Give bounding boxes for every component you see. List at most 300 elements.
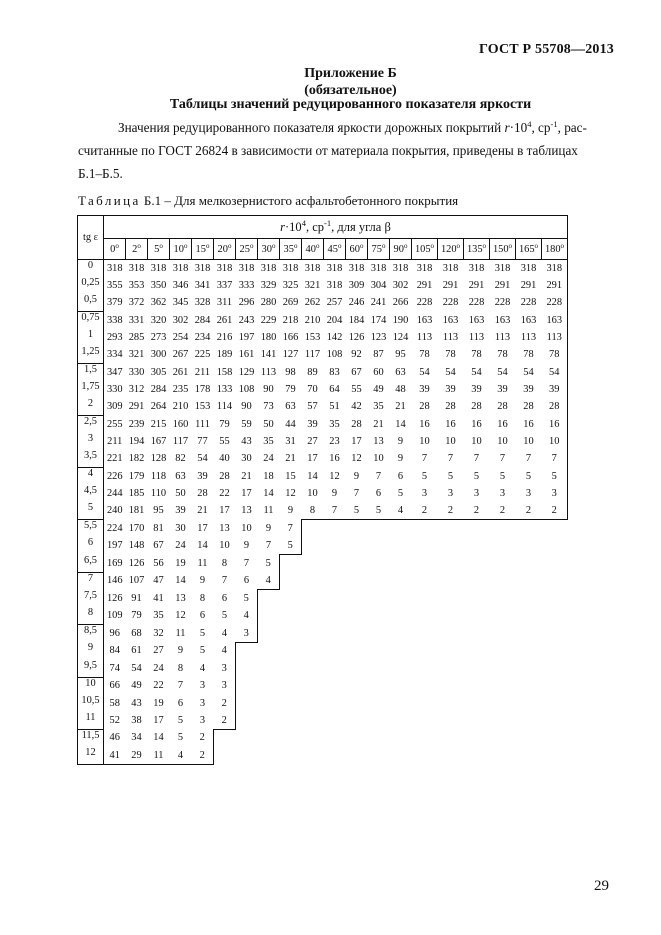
cell-value: 10: [471, 436, 482, 447]
empty-cell: [346, 607, 368, 625]
table-row: [78, 660, 568, 678]
cell-value: 184: [348, 314, 365, 326]
cell-value: 4: [221, 627, 228, 639]
cell-value: 24: [153, 662, 164, 674]
empty-cell: [464, 555, 490, 573]
cell-value: 318: [172, 263, 189, 274]
empty-cell: [368, 625, 390, 643]
empty-cell: [542, 712, 568, 730]
empty-cell: [438, 747, 464, 765]
table-row: [78, 572, 568, 590]
cell-value: 48: [395, 384, 406, 395]
cell-value: 63: [285, 401, 296, 413]
empty-cell: [412, 695, 438, 712]
empty-cell: [258, 747, 280, 765]
cell-value: 189: [216, 349, 233, 361]
cell-value: 79: [219, 418, 230, 430]
cell-value: 2: [516, 502, 542, 520]
empty-cell: [390, 712, 412, 730]
empty-cell: [346, 537, 368, 555]
empty-cell: [346, 590, 368, 608]
cell-value: 46: [109, 732, 120, 744]
empty-cell: [324, 555, 346, 573]
empty-cell: [490, 677, 516, 695]
cell-value: 234: [194, 332, 211, 343]
cell-value: 107: [128, 575, 145, 587]
cell-value: 39: [419, 384, 430, 395]
empty-cell: [236, 712, 258, 730]
cell-value: 216: [216, 332, 233, 343]
empty-cell: [542, 520, 568, 538]
cell-value: 78: [471, 349, 482, 361]
tg-value: 1,25: [78, 346, 104, 364]
cell-value: 59: [241, 418, 252, 430]
cell-value: 114: [216, 401, 233, 413]
cell-value: 129: [238, 366, 255, 378]
cell-value: 5: [368, 502, 390, 520]
cell-value: 347: [106, 366, 123, 378]
cell-value: 38: [131, 714, 142, 726]
cell-value: 7: [499, 453, 506, 465]
cell-value: 18: [263, 470, 274, 482]
empty-cell: [464, 712, 490, 730]
table-row: [78, 625, 568, 643]
cell-value: 180: [260, 332, 277, 343]
empty-cell: [346, 695, 368, 712]
cell-value: 54: [471, 366, 482, 378]
empty-cell: [302, 555, 324, 573]
cell-value: 7: [353, 488, 360, 499]
cell-value: 78: [497, 349, 508, 361]
cell-value: 229: [260, 314, 277, 326]
cell-value: 28: [419, 401, 430, 413]
cell-value: 17: [241, 488, 252, 499]
cell-value: 4: [390, 502, 412, 520]
cell-value: 113: [542, 329, 568, 346]
table-row: [78, 364, 568, 382]
empty-cell: [368, 712, 390, 730]
empty-cell: [542, 607, 568, 625]
empty-cell: [346, 729, 368, 747]
empty-cell: [390, 695, 412, 712]
empty-cell: [490, 660, 516, 678]
cell-value: 87: [373, 349, 384, 361]
cell-value: 41: [153, 592, 164, 604]
empty-cell: [280, 555, 302, 573]
empty-cell: [324, 607, 346, 625]
cell-value: 2: [464, 502, 490, 520]
empty-cell: [368, 642, 390, 660]
empty-cell: [280, 712, 302, 730]
empty-cell: [542, 747, 568, 765]
table-row: [78, 468, 568, 486]
cell-value: 255: [106, 418, 123, 430]
empty-cell: [542, 729, 568, 747]
cell-value: 14: [307, 470, 318, 482]
empty-cell: [438, 520, 464, 538]
empty-cell: [346, 555, 368, 573]
cell-value: 17: [219, 505, 230, 517]
empty-cell: [258, 712, 280, 730]
empty-cell: [490, 747, 516, 765]
cell-value: 5: [236, 590, 258, 608]
cell-value: 296: [238, 297, 255, 309]
cell-value: 84: [109, 645, 120, 657]
cell-value: 108: [238, 384, 255, 395]
cell-value: 56: [153, 557, 164, 569]
cell-value: 148: [128, 540, 145, 552]
cell-value: 264: [150, 401, 167, 413]
cell-value: 355: [106, 280, 123, 291]
empty-cell: [324, 590, 346, 608]
cell-value: 64: [329, 384, 340, 395]
cell-value: 318: [304, 263, 321, 274]
empty-cell: [302, 712, 324, 730]
cell-value: 5: [421, 470, 428, 482]
empty-cell: [214, 729, 236, 747]
appendix-subtitle: Таблицы значений редуцированного показателя яркости: [169, 97, 532, 112]
empty-cell: [516, 625, 542, 643]
cell-value: 63: [395, 366, 406, 378]
cell-value: 16: [497, 418, 508, 430]
empty-cell: [412, 572, 438, 590]
cell-value: 49: [373, 384, 384, 395]
empty-cell: [280, 607, 302, 625]
cell-value: 228: [542, 294, 568, 312]
cell-value: 54: [523, 366, 534, 378]
tg-value: 0: [78, 260, 104, 278]
cell-value: 321: [304, 280, 321, 291]
cell-value: 54: [419, 366, 430, 378]
empty-cell: [324, 729, 346, 747]
empty-cell: [516, 729, 542, 747]
table-row: [78, 346, 568, 364]
empty-cell: [258, 729, 280, 747]
angle-header: 30$^o$: [258, 239, 280, 260]
cell-value: 24: [263, 453, 274, 465]
tg-value: 11,5: [78, 729, 104, 747]
cell-value: 117: [172, 436, 189, 447]
tg-value: 1,5: [78, 364, 104, 382]
empty-cell: [516, 747, 542, 765]
cell-value: 350: [150, 280, 167, 291]
cell-value: 2: [214, 695, 236, 712]
empty-cell: [516, 572, 542, 590]
cell-value: 3: [199, 680, 206, 692]
empty-cell: [258, 695, 280, 712]
cell-value: 146: [106, 575, 123, 587]
empty-cell: [516, 712, 542, 730]
empty-cell: [390, 590, 412, 608]
cell-value: 161: [238, 349, 255, 361]
tg-value: 5: [78, 502, 104, 520]
tg-value: 8,5: [78, 625, 104, 643]
cell-value: 10: [445, 436, 456, 447]
cell-value: 113: [260, 366, 277, 378]
angle-header: 0$^o$: [104, 239, 126, 260]
table-row: [78, 555, 568, 573]
cell-value: 318: [150, 263, 167, 274]
empty-cell: [490, 537, 516, 555]
empty-cell: [368, 607, 390, 625]
angle-header: 120$^o$: [438, 239, 464, 260]
empty-cell: [438, 590, 464, 608]
cell-value: 318: [442, 263, 459, 274]
empty-cell: [346, 712, 368, 730]
cell-value: 109: [106, 610, 123, 622]
cell-value: 174: [370, 314, 387, 326]
cell-value: 218: [282, 314, 299, 326]
cell-value: 9: [199, 575, 206, 587]
cell-value: 8: [302, 502, 324, 520]
cell-value: 90: [263, 384, 274, 395]
empty-cell: [412, 642, 438, 660]
cell-value: 31: [285, 436, 296, 447]
empty-cell: [236, 677, 258, 695]
cell-value: 211: [194, 366, 211, 378]
empty-cell: [412, 747, 438, 765]
cell-value: 83: [329, 366, 340, 378]
cell-value: 90: [241, 401, 252, 413]
cell-value: 58: [109, 697, 120, 709]
cell-value: 14: [197, 540, 208, 552]
empty-cell: [280, 642, 302, 660]
cell-value: 55: [219, 436, 230, 447]
tg-value: 4,5: [78, 485, 104, 502]
empty-cell: [412, 590, 438, 608]
cell-value: 178: [194, 384, 211, 395]
cell-value: 95: [395, 349, 406, 361]
empty-cell: [324, 747, 346, 765]
cell-value: 3: [525, 488, 532, 499]
cell-value: 54: [497, 366, 508, 378]
cell-value: 30: [175, 522, 186, 534]
cell-value: 211: [107, 436, 123, 447]
tg-value: 0,25: [78, 277, 104, 294]
empty-cell: [280, 572, 302, 590]
cell-value: 13: [219, 522, 230, 534]
empty-cell: [438, 642, 464, 660]
appendix-title: Приложение Б: [304, 66, 397, 81]
cell-value: 257: [326, 297, 343, 309]
empty-cell: [324, 625, 346, 643]
cell-value: 14: [395, 418, 406, 430]
cell-value: 182: [128, 453, 145, 465]
cell-value: 244: [106, 488, 123, 499]
cell-value: 7: [221, 575, 228, 587]
cell-value: 3: [542, 485, 568, 502]
cell-value: 5: [473, 470, 480, 482]
empty-cell: [490, 695, 516, 712]
cell-value: 291: [494, 280, 511, 291]
cell-value: 78: [445, 349, 456, 361]
cell-value: 329: [260, 280, 277, 291]
empty-cell: [464, 695, 490, 712]
table-row: [78, 590, 568, 608]
angle-header: 135$^o$: [464, 239, 490, 260]
cell-value: 47: [153, 575, 164, 587]
cell-value: 73: [263, 401, 274, 413]
cell-value: 235: [172, 384, 189, 395]
tg-value: 4: [78, 468, 104, 486]
cell-value: 5: [177, 732, 184, 744]
cell-value: 228: [416, 297, 433, 309]
standard-code: ГОСТ Р 55708—2013: [478, 42, 614, 57]
cell-value: 262: [304, 297, 321, 309]
cell-value: 11: [148, 747, 170, 765]
empty-cell: [542, 677, 568, 695]
angle-header: 165$^o$: [516, 239, 542, 260]
empty-cell: [438, 607, 464, 625]
angle-header: 25$^o$: [236, 239, 258, 260]
cell-value: 78: [542, 346, 568, 364]
cell-value: 160: [172, 418, 189, 430]
cell-value: 108: [326, 349, 343, 361]
cell-value: 57: [307, 401, 318, 413]
cell-value: 246: [348, 297, 365, 309]
cell-value: 7: [421, 453, 428, 465]
empty-cell: [346, 660, 368, 678]
table-row: [78, 607, 568, 625]
cell-value: 293: [106, 332, 123, 343]
cell-value: 228: [442, 297, 459, 309]
empty-cell: [490, 642, 516, 660]
table-row: [78, 677, 568, 695]
cell-value: 318: [392, 263, 409, 274]
empty-cell: [324, 537, 346, 555]
intro-paragraph: [78, 116, 608, 185]
cell-value: 302: [172, 314, 189, 326]
empty-cell: [490, 572, 516, 590]
cell-value: 28: [471, 401, 482, 413]
table-row: [78, 747, 568, 765]
cell-value: 291: [542, 277, 568, 294]
cell-value: 16: [523, 418, 534, 430]
cell-value: 7: [243, 557, 250, 569]
cell-value: 39: [307, 418, 318, 430]
empty-cell: [390, 660, 412, 678]
empty-cell: [302, 537, 324, 555]
empty-cell: [258, 660, 280, 678]
cell-value: 318: [416, 263, 433, 274]
cell-value: 318: [520, 263, 537, 274]
tg-value: 0,5: [78, 294, 104, 312]
cell-value: 91: [131, 592, 142, 604]
cell-value: 12: [351, 453, 362, 465]
cell-value: 2: [192, 747, 214, 765]
empty-cell: [438, 625, 464, 643]
cell-value: 7: [375, 470, 382, 482]
empty-cell: [490, 607, 516, 625]
cell-value: 7: [280, 520, 302, 538]
cell-value: 224: [106, 522, 123, 534]
cell-value: 163: [542, 312, 568, 330]
cell-value: 110: [150, 488, 167, 499]
cell-value: 167: [150, 436, 167, 447]
empty-cell: [390, 555, 412, 573]
tg-value: 3,5: [78, 450, 104, 468]
empty-cell: [516, 537, 542, 555]
cell-value: 179: [128, 470, 145, 482]
table-row: [78, 433, 568, 450]
empty-cell: [302, 642, 324, 660]
cell-value: 291: [416, 280, 433, 291]
tg-value: 1: [78, 329, 104, 346]
empty-cell: [464, 520, 490, 538]
cell-value: 7: [177, 680, 184, 692]
cell-value: 318: [106, 263, 123, 274]
cell-value: 228: [468, 297, 485, 309]
cell-value: 3: [214, 660, 236, 678]
empty-cell: [438, 712, 464, 730]
cell-value: 254: [172, 332, 189, 343]
cell-value: 98: [285, 366, 296, 378]
tg-value: 6: [78, 537, 104, 555]
empty-cell: [438, 555, 464, 573]
empty-cell: [368, 729, 390, 747]
empty-cell: [412, 555, 438, 573]
angle-header: 180$^o$: [542, 239, 568, 260]
empty-cell: [368, 537, 390, 555]
tg-value: 9: [78, 642, 104, 660]
cell-value: 302: [392, 280, 409, 291]
cell-value: 67: [351, 366, 362, 378]
cell-value: 126: [128, 557, 145, 569]
cell-value: 78: [419, 349, 430, 361]
empty-cell: [438, 537, 464, 555]
empty-cell: [490, 625, 516, 643]
cell-value: 346: [172, 280, 189, 291]
cell-value: 333: [238, 280, 255, 291]
cell-value: 4: [258, 572, 280, 590]
cell-value: 318: [128, 263, 145, 274]
cell-value: 190: [392, 314, 409, 326]
cell-value: 7: [525, 453, 532, 465]
empty-cell: [490, 590, 516, 608]
cell-value: 5: [397, 488, 404, 499]
cell-value: 142: [326, 332, 343, 343]
cell-value: 28: [351, 418, 362, 430]
cell-value: 133: [216, 384, 233, 395]
cell-value: 318: [326, 263, 343, 274]
empty-cell: [280, 660, 302, 678]
cell-value: 35: [263, 436, 274, 447]
empty-cell: [464, 660, 490, 678]
cell-value: 141: [260, 349, 277, 361]
cell-value: 5: [447, 470, 454, 482]
cell-value: 2: [438, 502, 464, 520]
cell-value: 2: [542, 502, 568, 520]
table-row: [78, 520, 568, 538]
cell-value: 28: [219, 470, 230, 482]
cell-value: 113: [468, 332, 485, 343]
cell-value: 21: [373, 418, 384, 430]
cell-value: 54: [542, 364, 568, 382]
cell-value: 318: [194, 263, 211, 274]
cell-value: 43: [241, 436, 252, 447]
cell-value: 54: [197, 453, 208, 465]
empty-cell: [346, 572, 368, 590]
empty-cell: [438, 660, 464, 678]
cell-value: 9: [287, 505, 294, 517]
empty-cell: [258, 625, 280, 643]
empty-cell: [236, 747, 258, 765]
empty-cell: [390, 520, 412, 538]
cell-value: 43: [131, 697, 142, 709]
cell-value: 163: [442, 314, 459, 326]
cell-value: 14: [153, 732, 164, 744]
cell-value: 19: [153, 697, 164, 709]
